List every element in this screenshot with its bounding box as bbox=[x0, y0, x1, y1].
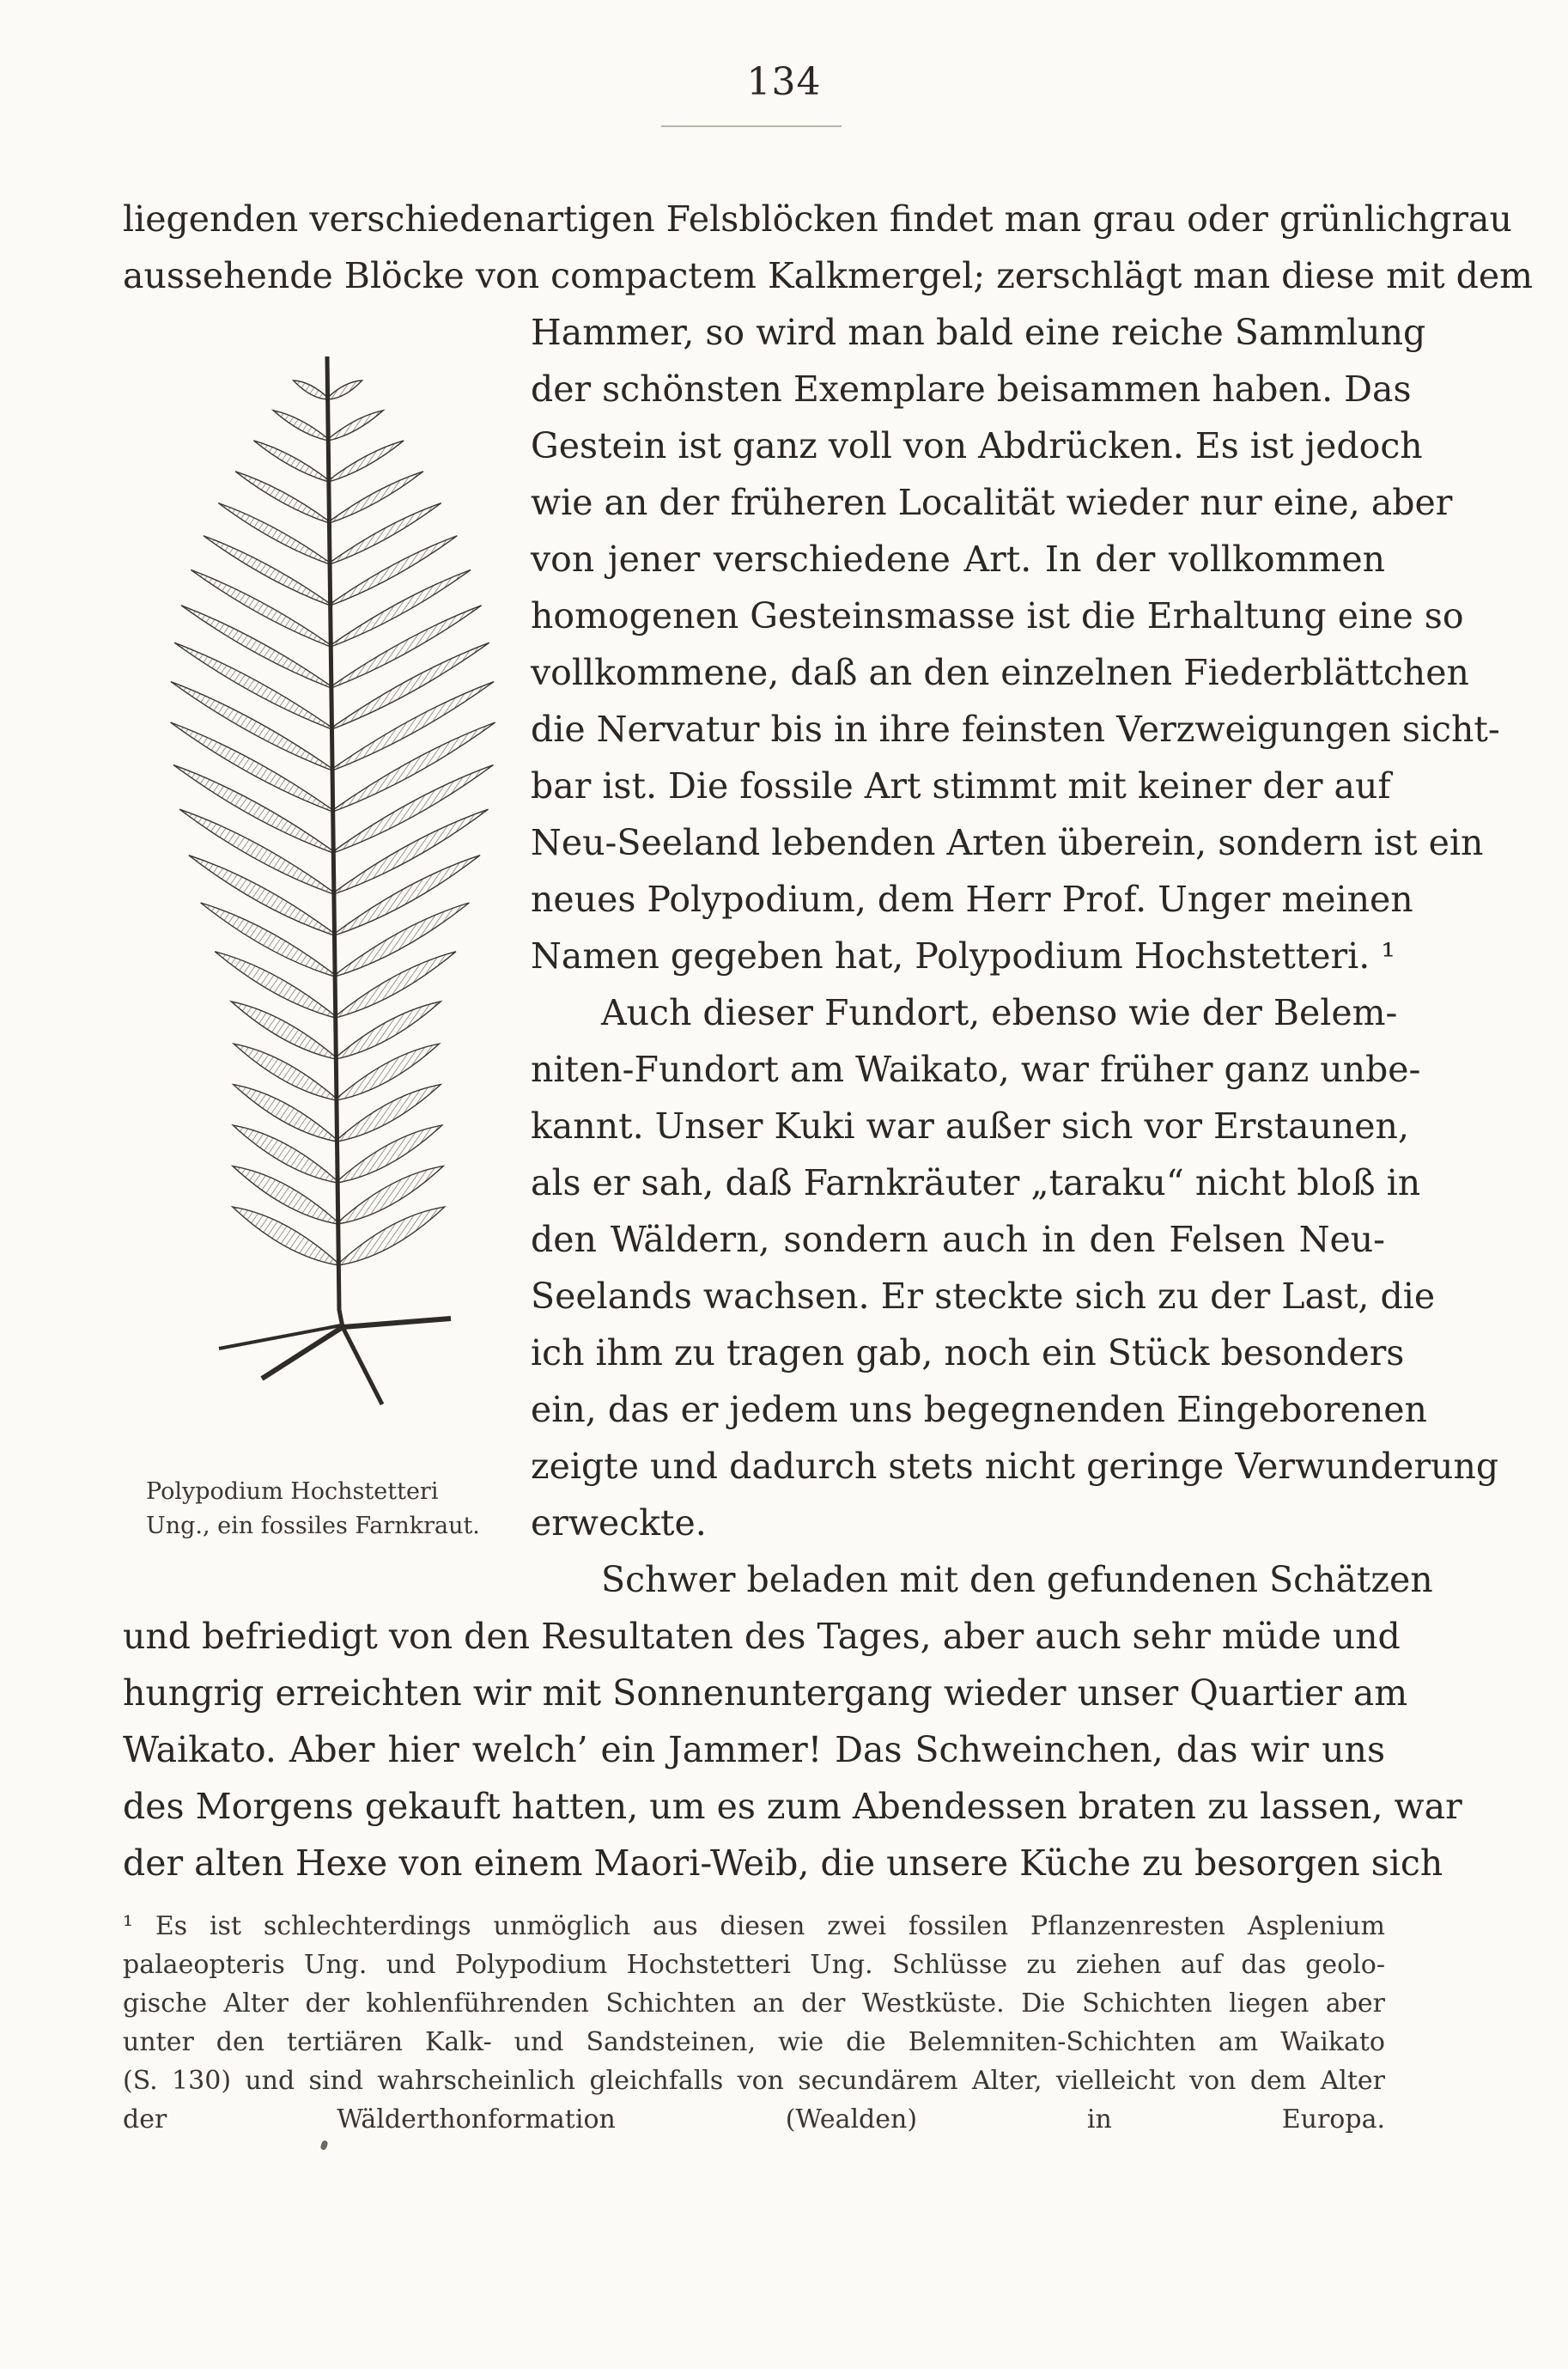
page-number: 134 bbox=[746, 60, 822, 104]
fern-pinna bbox=[171, 722, 333, 812]
body-line: Hammer, so wird man bald eine reiche Sammlung bbox=[531, 312, 1426, 353]
body-line: den Wäldern, sondern auch in den Felsen Neu- bbox=[531, 1219, 1385, 1260]
fern-pinna bbox=[334, 856, 480, 935]
body-line: vollkommene, daß an den einzelnen Fiederblättchen bbox=[531, 652, 1469, 693]
footnote-line: ¹ Es ist schlechterdings unmöglich aus diesen zwei fossilen Pflanzenresten Asplenium bbox=[123, 1911, 1385, 1941]
footnote-line: palaeopteris Ung. und Polypodium Hochstetteri Ung. Schlüsse zu ziehen auf das geolo- bbox=[123, 1950, 1385, 1980]
page-number-rule bbox=[661, 125, 842, 127]
body-line: kannt. Unser Kuki war außer sich vor Erstaunen, bbox=[531, 1105, 1409, 1147]
body-line: bar ist. Die fossile Art stimmt mit keiner der auf bbox=[531, 765, 1391, 807]
fern-pinna bbox=[331, 536, 458, 606]
body-line: ich ihm zu tragen gab, noch ein Stück besonders bbox=[531, 1332, 1405, 1373]
fern-pinna bbox=[333, 722, 495, 812]
body-line: die Nervatur bis in ihre feinsten Verzweigungen sicht- bbox=[531, 709, 1500, 750]
body-line: Auch dieser Fundort, ebenso wie der Belem- bbox=[601, 992, 1398, 1033]
fern-pinna bbox=[189, 856, 335, 935]
fern-pinna bbox=[335, 903, 469, 977]
body-line: Gestein ist ganz voll von Abdrücken. Es ist jedoch bbox=[531, 425, 1423, 466]
body-line: aussehende Blöcke von compactem Kalkmergel; zerschlägt man diese mit dem bbox=[123, 255, 1533, 296]
body-line: hungrig erreichten wir mit Sonnenuntergang wieder unser Quartier am bbox=[123, 1672, 1408, 1714]
body-line: Waikato. Aber hier welch’ ein Jammer! Das Schweinchen, das wir uns bbox=[123, 1729, 1385, 1770]
body-line: Namen gegeben hat, Polypodium Hochstetteri. ¹ bbox=[531, 935, 1395, 977]
fern-pinna bbox=[174, 642, 331, 729]
body-line: der schönsten Exemplare beisammen haben. Das bbox=[531, 368, 1412, 410]
fern-pinna bbox=[171, 682, 332, 770]
footnote-line: (S. 130) und sind wahrscheinlich gleichfalls von secundärem Alter, vielleicht von dem Alter bbox=[123, 2066, 1385, 2096]
fern-pinna bbox=[294, 381, 328, 399]
body-line: liegenden verschiedenartigen Felsblöcken findet man grau oder grünlichgrau bbox=[123, 198, 1512, 240]
fern-pinna bbox=[331, 606, 482, 688]
fern-pinna bbox=[204, 536, 331, 606]
footnote-line: gische Alter der kohlenführenden Schichten an der Westküste. Die Schichten liegen aber bbox=[123, 1988, 1385, 2019]
body-line: der alten Hexe von einem Maori-Weib, die unsere Küche zu besorgen sich bbox=[123, 1842, 1443, 1884]
fern-pinna bbox=[181, 606, 331, 688]
fern-pinna bbox=[173, 765, 333, 853]
fern-pinna bbox=[329, 441, 404, 482]
body-line: ein, das er jedem uns begegnenden Eingeborenen bbox=[531, 1389, 1427, 1430]
body-line: homogenen Gesteinsmasse ist die Erhaltung eine so bbox=[531, 595, 1464, 636]
fern-pinna bbox=[329, 472, 422, 523]
ink-speck bbox=[319, 2140, 328, 2151]
fern-pinna bbox=[328, 381, 362, 399]
fern-pinna bbox=[191, 569, 331, 647]
body-line: als er sah, daß Farnkräuter „taraku“ nicht bloß in bbox=[531, 1162, 1421, 1203]
body-line: Neu-Seeland lebenden Arten überein, sondern ist ein bbox=[531, 822, 1484, 863]
body-line: niten-Fundort am Waikato, war früher ganz unbe- bbox=[531, 1049, 1421, 1090]
fern-pinna bbox=[179, 809, 334, 894]
body-line: wie an der früheren Localität wieder nur eine, aber bbox=[531, 482, 1453, 523]
figure-caption-line1: Polypodium Hochstetteri bbox=[146, 1478, 439, 1505]
figure-caption-line2: Ung., ein fossiles Farnkraut. bbox=[146, 1513, 480, 1539]
body-line: von jener verschiedene Art. In der vollkommen bbox=[531, 539, 1385, 580]
fern-pinna bbox=[201, 903, 335, 977]
fern-pinna bbox=[273, 411, 328, 441]
body-line: neues Polypodium, dem Herr Prof. Unger meinen bbox=[531, 879, 1413, 920]
fern-pinna bbox=[328, 411, 383, 441]
body-line: Seelands wachsen. Er steckte sich zu der Last, die bbox=[531, 1276, 1436, 1317]
fern-pinna bbox=[333, 765, 493, 853]
body-line: des Morgens gekauft hatten, um es zum Abendessen braten zu lassen, war bbox=[123, 1786, 1462, 1827]
fern-pinna bbox=[253, 441, 328, 482]
body-line: Schwer beladen mit den gefundenen Schätzen bbox=[601, 1559, 1433, 1600]
fern-frond-illustration-icon bbox=[159, 339, 502, 1447]
footnote-line: unter den tertiären Kalk- und Sandsteinen, wie die Belemniten-Schichten am Waikato bbox=[123, 2027, 1385, 2057]
body-line: und befriedigt von den Resultaten des Tages, aber auch sehr müde und bbox=[123, 1616, 1401, 1657]
footnote-line: der Wälderthonformation (Wealden) in Europa. bbox=[123, 2104, 1385, 2135]
fern-pinna bbox=[331, 642, 489, 729]
fern-pinna bbox=[331, 569, 471, 647]
fern-pinna bbox=[332, 682, 494, 770]
body-line: zeigte und dadurch stets nicht geringe Verwunderung bbox=[531, 1446, 1499, 1487]
fern-pinna bbox=[334, 809, 489, 894]
body-line: erweckte. bbox=[531, 1502, 707, 1544]
